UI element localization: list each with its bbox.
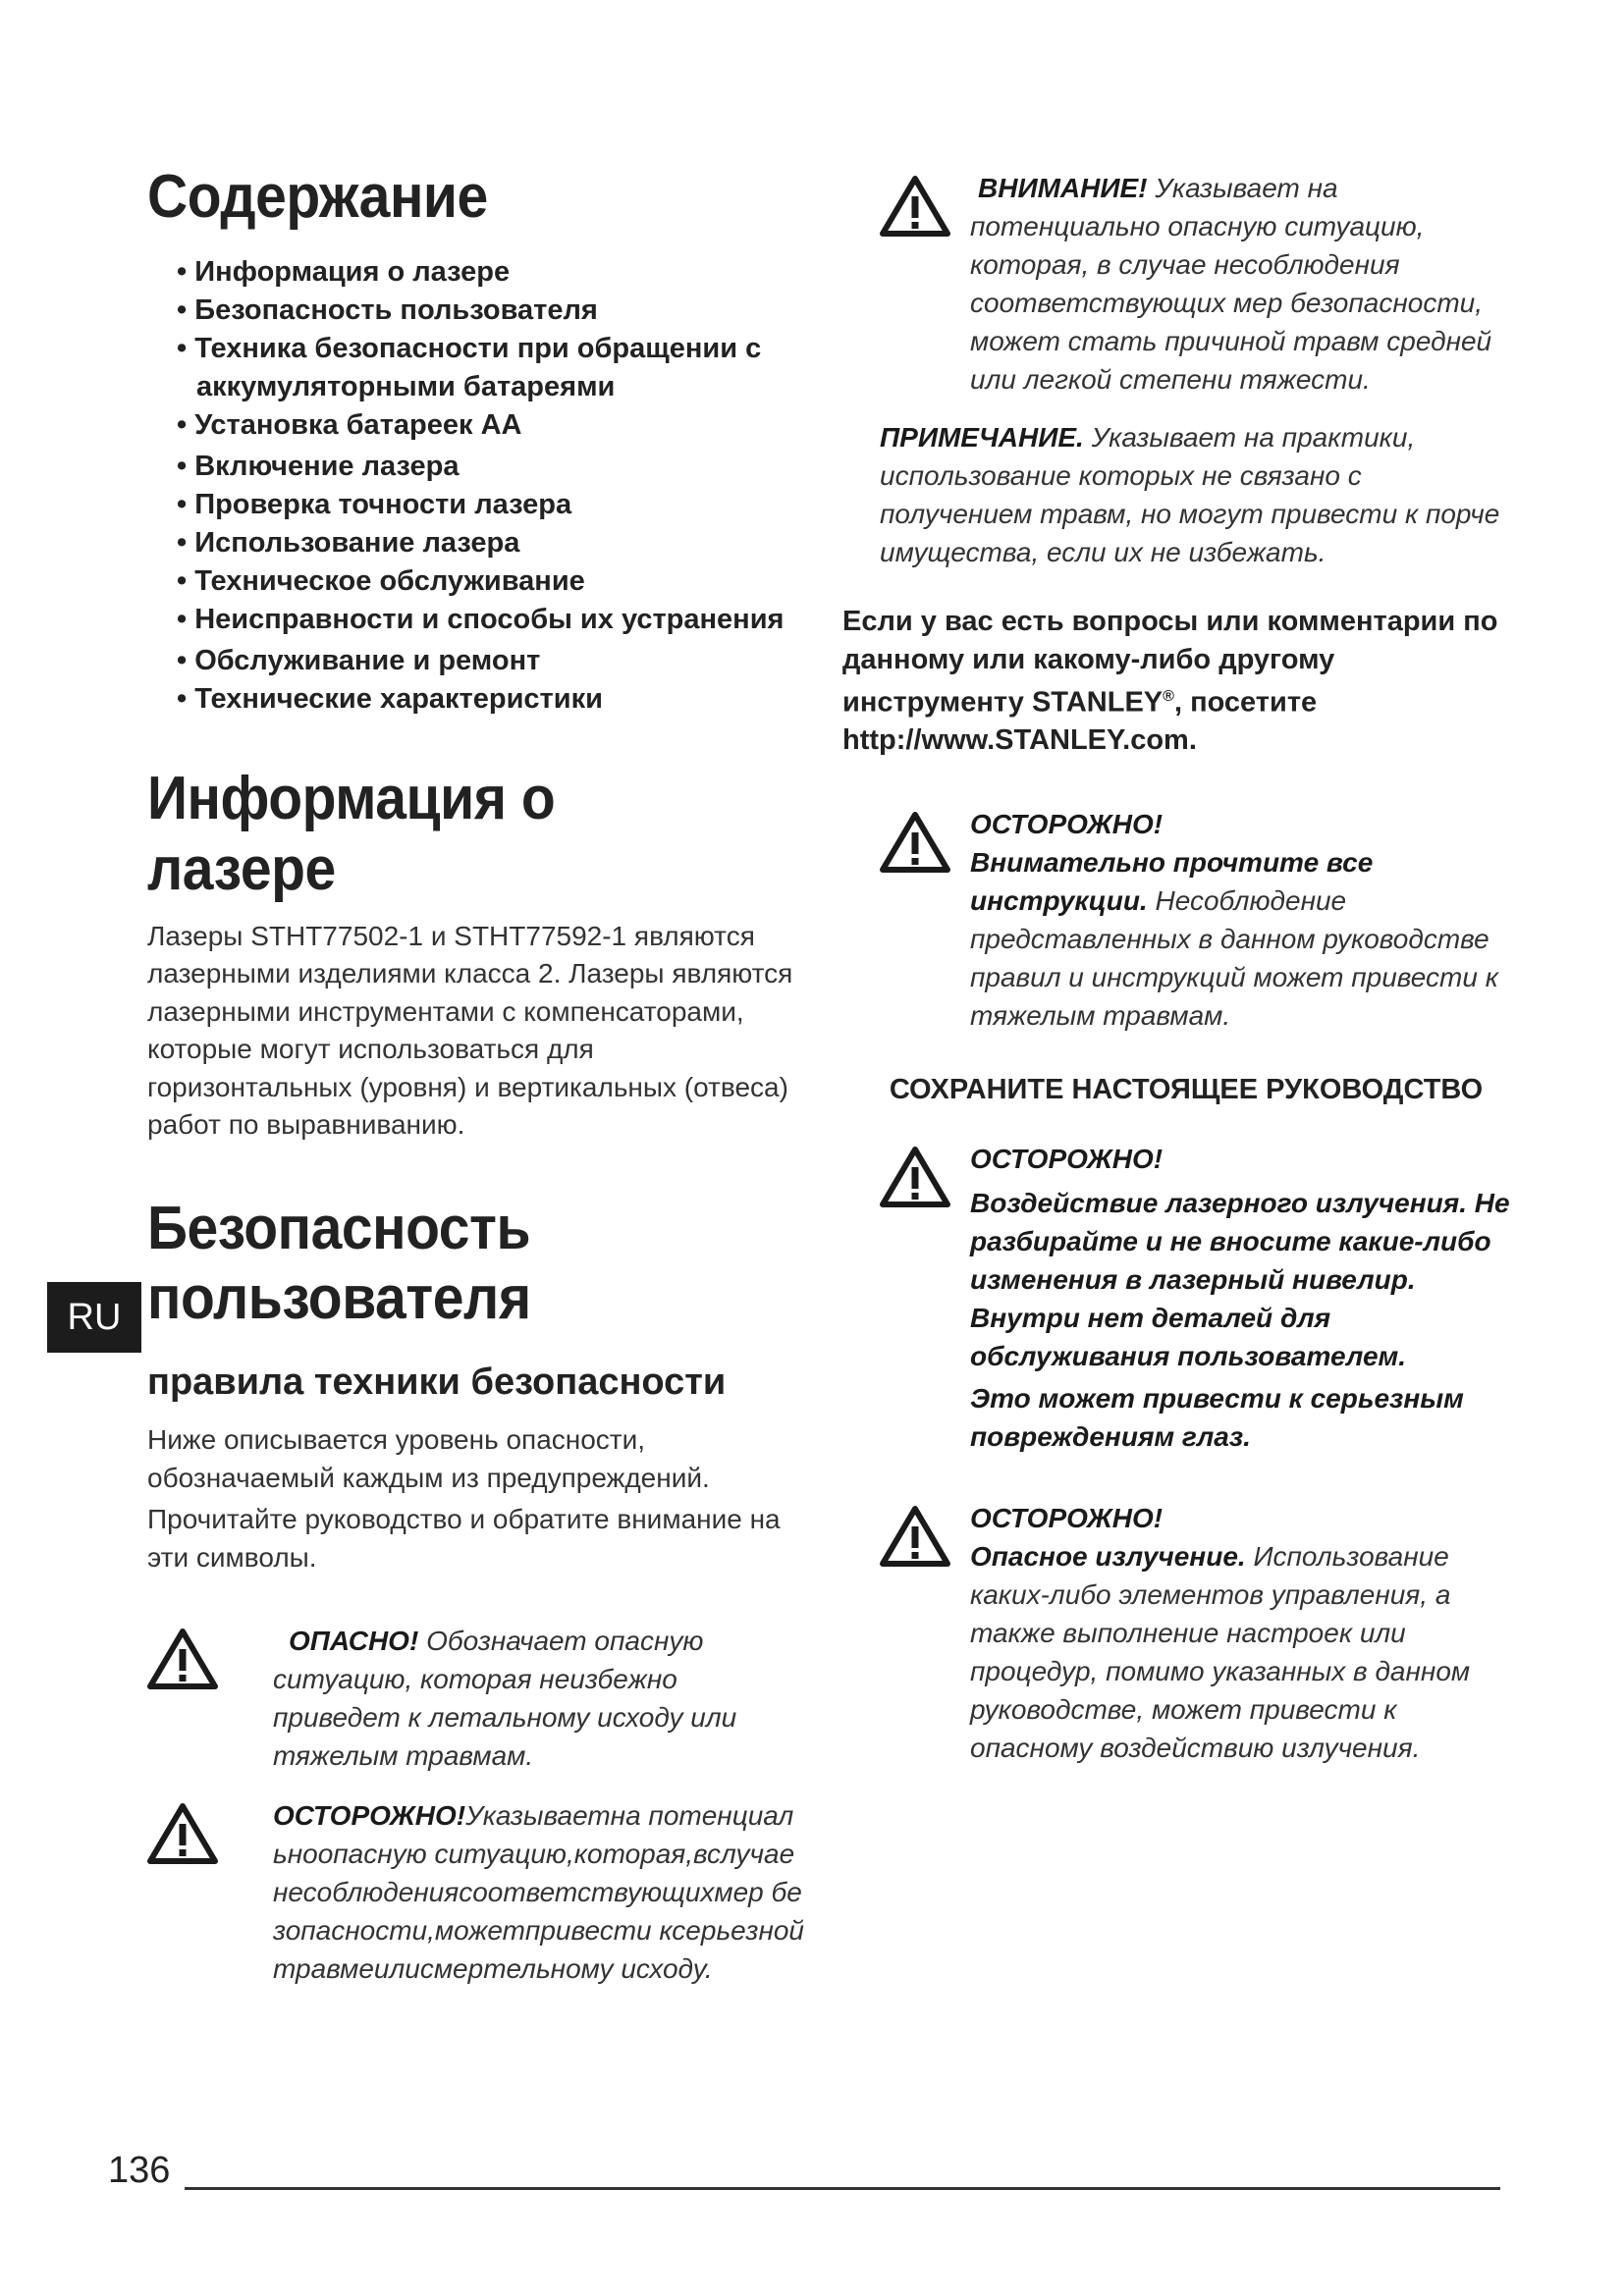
radiation-warning (842, 1499, 1520, 1767)
radiation-bold: Опасное излучение. (970, 1540, 1246, 1572)
toc-title: Содержание (147, 163, 488, 231)
user-safety-title-line1: Безопасность (147, 1194, 531, 1262)
user-safety-title-line2: пользователя (147, 1264, 531, 1333)
danger-warning (147, 1622, 805, 1775)
toc-item[interactable]: • Информация о лазере (177, 253, 805, 292)
radiation-text (970, 1537, 1520, 1767)
contact-after[interactable]: , посетите http://www.STANLEY.com. (842, 686, 1318, 757)
registered-mark: ® (1163, 688, 1174, 705)
toc-item[interactable]: • Проверка точности лазера (177, 486, 805, 524)
read-instructions-bold: Внимательно прочтите все инструкции. (970, 846, 1374, 916)
attention-warning (842, 169, 1520, 399)
page-number: 136 (108, 2150, 171, 2191)
toc-item[interactable]: • Неисправности и способы их устранения (177, 601, 805, 639)
toc-item[interactable]: • Технические характеристики (177, 680, 805, 719)
laser-exposure-bold: Воздействие лазерного излучения. Не разбирайте и не вносите какие-либо изменения в лазерный нивелир. Внутри нет деталей для обслуживания пользователем. (970, 1187, 1510, 1371)
radiation-body: Использование каких-либо элементов управления, а также выполнение настроек или процедур, помимо указанных в данном руководстве, может привести к опасному воздействию излучения. (970, 1540, 1471, 1763)
note-label: ПРИМЕЧАНИЕ. (880, 422, 1084, 453)
warning-triangle-icon (880, 1146, 950, 1208)
read-instructions-body: Несоблюдение представленных в данном руководстве правил и инструкций может привести к тяжелым травмам. (970, 884, 1498, 1031)
caution-text (273, 1796, 805, 1988)
safety-rules-subtitle: правила техники безопасности (147, 1362, 727, 1404)
laser-info-title: Информация о лазере (147, 765, 556, 903)
warning-triangle-icon (147, 1802, 218, 1865)
note-block (842, 418, 1520, 571)
toc-item[interactable]: • Техническое обслуживание (177, 562, 805, 601)
language-tab: RU (47, 1282, 141, 1353)
note-body: Указывает на практики, использование которых не связано с получением травм, но могут привести к порче имущества, если их не избежать. (880, 422, 1500, 567)
read-manual-text: Прочитайте руководство и обратите внимание на эти символы. (147, 1504, 781, 1573)
toc-item[interactable]: • Включение лазера (177, 448, 805, 486)
toc-item[interactable]: • Безопасность пользователя (177, 292, 805, 330)
read-instructions-warning (842, 805, 1520, 1035)
danger-label: ОПАСНО! (289, 1626, 419, 1657)
note-text (880, 418, 1520, 571)
read-instructions-text (970, 843, 1520, 1035)
toc-item[interactable]: • Техника безопасности при обращении с аккумуляторными батареями (177, 330, 805, 406)
left-column (147, 162, 805, 1988)
radiation-label: ОСТОРОЖНО! (970, 1502, 1164, 1533)
attention-text (970, 169, 1520, 399)
warning-triangle-icon (880, 811, 950, 874)
toc-item[interactable]: • Установка батареек AA (177, 406, 805, 445)
hazard-level-text: Ниже описывается уровень опасности, обозначаемый каждым из предупреждений. (147, 1424, 710, 1493)
danger-body: Обозначает опасную ситуацию, которая неизбежно приведет к летальному исходу или тяжелым травмам. (273, 1626, 737, 1772)
laser-info-text: Лазеры STHT77502-1 и STHT77592-1 являются лазерными изделиями класса 2. Лазеры являются лазерными инструментами с компенсаторами, которые могут использоваться для горизонтальных (уровня) и вертикальных (отвеса) работ по выравниванию. (147, 920, 793, 1141)
right-column (842, 169, 1520, 1767)
warning-triangle-icon (880, 175, 950, 238)
caution-body: Указываетна потенциальноопасную ситуацию,которая,вслучае несоблюдениясоответствующихмер безопасности,можетпривести ксерьезнойтравмеилисмертельному исходу. (273, 1800, 804, 1985)
read-instructions-label: ОСТОРОЖНО! (970, 808, 1164, 839)
attention-label: ВНИМАНИЕ! (978, 173, 1148, 203)
attention-body: Указывает на потенциально опасную ситуацию, которая, в случае несоблюдения соответствующих мер безопасности, может стать причиной травм средней или легкой степени тяжести. (970, 173, 1492, 395)
warning-triangle-icon (147, 1628, 218, 1690)
laser-exposure-warning (842, 1140, 1520, 1456)
laser-exposure-label: ОСТОРОЖНО! (970, 1143, 1164, 1174)
toc-item[interactable]: • Использование лазера (177, 524, 805, 562)
save-manual-heading: СОХРАНИТЕ НАСТОЯЩЕЕ РУКОВОДСТВО (889, 1073, 1484, 1105)
eye-damage-bold: Это может привести к серьезным повреждениям глаз. (970, 1382, 1464, 1452)
caution-label: ОСТОРОЖНО! (273, 1800, 466, 1832)
toc-item[interactable]: • Обслуживание и ремонт (177, 642, 805, 680)
caution-warning (147, 1796, 805, 1988)
toc-list (177, 253, 805, 719)
contact-text (842, 603, 1520, 760)
footer-rule (185, 2187, 1500, 2190)
contact-before: Если у вас есть вопросы или комментарии по данному или какому-либо другому инструменту STANLEY (842, 606, 1498, 719)
danger-text (273, 1622, 805, 1775)
warning-triangle-icon (880, 1505, 950, 1568)
